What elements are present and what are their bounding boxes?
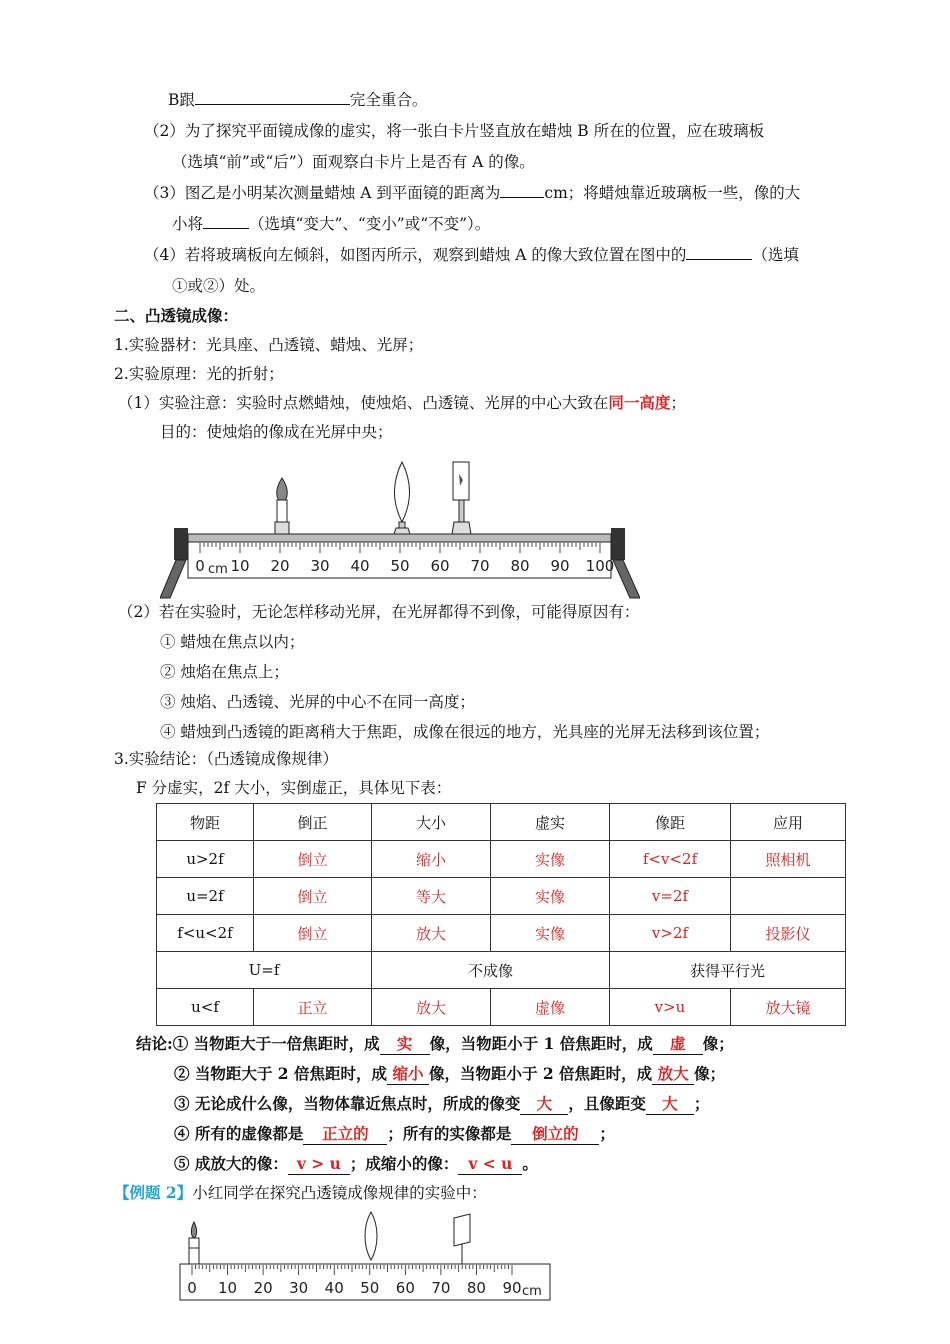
ruler-label: 30	[289, 1279, 309, 1297]
ruler-label: 60	[430, 557, 450, 575]
ruler-unit: cm	[522, 1284, 542, 1299]
header-cell: 虚实	[491, 804, 610, 841]
answer-blank: 正立的	[303, 1124, 387, 1145]
table-cell: 等大	[372, 878, 491, 915]
right-leg	[613, 560, 640, 598]
table-cell: v>2f	[610, 915, 731, 952]
candle	[189, 1222, 199, 1264]
purpose-line: 目的：使烛焰的像成在光屏中央；	[160, 423, 393, 441]
left-stand-block	[174, 528, 188, 560]
ruler-label: 90	[502, 1279, 522, 1297]
table-cell: u<f	[157, 989, 254, 1026]
answer-blank: v > u	[288, 1154, 350, 1175]
example-bench-diagram	[176, 1208, 556, 1308]
q-line-3: （选填“前”或“后”）面观察白卡片上是否有 A 的像。	[172, 153, 535, 171]
q-line-5: 小将 （选填“变大”、“变小”或“不变”）。	[172, 215, 491, 233]
table-cell: 实像	[491, 841, 610, 878]
ruler-label: 30	[310, 557, 330, 575]
ruler-label: 20	[253, 1279, 273, 1297]
blank-3[interactable]	[203, 214, 249, 229]
table-cell: 虚像	[491, 989, 610, 1026]
table-row	[157, 989, 846, 1026]
ruler-label: 10	[230, 557, 250, 575]
ruler-label: 70	[431, 1279, 451, 1297]
table-cell: 放大	[372, 989, 491, 1026]
item-principle: 2.实验原理：光的折射；	[114, 365, 284, 383]
table-cell: 不成像	[372, 952, 610, 989]
table-cell: 放大镜	[731, 989, 846, 1026]
candle	[275, 478, 289, 534]
header-cell: 物距	[157, 804, 254, 841]
table-cell: 倒立	[254, 915, 372, 952]
ruler-label: 80	[510, 557, 530, 575]
key-phrase: 同一高度	[608, 393, 671, 412]
ruler-label: 70	[470, 557, 490, 575]
conclusion-4: ④ 所有的虚像都是 正立的 ；所有的实像都是 倒立的 ；	[174, 1124, 615, 1143]
answer-blank: 大	[646, 1094, 694, 1115]
table-cell: 倒立	[254, 878, 372, 915]
header-cell: 像距	[610, 804, 731, 841]
example-2-heading: 【例题 2】小红同学在探究凸透镜成像规律的实验中：	[114, 1183, 487, 1202]
right-stand-block	[611, 528, 625, 560]
table-cell: U=f	[157, 952, 372, 989]
left-leg	[160, 560, 186, 598]
convex-lens	[365, 1212, 377, 1260]
summary-line: F 分虚实，2f 大小，实倒虚正，具体见下表：	[136, 779, 452, 797]
ruler-label: 60	[395, 1279, 415, 1297]
table-cell: 缩小	[372, 841, 491, 878]
ruler-label: 10	[218, 1279, 238, 1297]
answer-blank: 实	[380, 1034, 430, 1055]
ruler-label: 90	[550, 557, 570, 575]
ruler-label: 0	[187, 1279, 197, 1297]
table-cell	[731, 878, 846, 915]
blank-1[interactable]	[195, 90, 350, 105]
q-line-7: ①或②）处。	[172, 277, 266, 295]
item-conclusion: 3.实验结论：（凸透镜成像规律）	[114, 750, 339, 768]
rail-top	[188, 534, 611, 542]
answer-blank: 缩小	[387, 1064, 429, 1085]
reason-2: ② 烛焰在焦点上；	[160, 663, 289, 681]
table-header-row	[157, 804, 846, 841]
q-line-4: （3）图乙是小明某次测量蜡烛 A 到平面镜的距离为 cm；将蜡烛靠近玻璃板一些，像的大	[144, 184, 801, 202]
table-cell: 投影仪	[731, 915, 846, 952]
table-cell: 获得平行光	[610, 952, 846, 989]
item-apparatus: 1.实验器材：光具座、凸透镜、蜡烛、光屏；	[114, 336, 424, 354]
answer-blank: 虚	[653, 1034, 703, 1055]
table-cell: f<u<2f	[157, 915, 254, 952]
table-cell: 实像	[491, 915, 610, 952]
table-cell: v=2f	[610, 878, 731, 915]
table-cell: 照相机	[731, 841, 846, 878]
lens-rules-table	[156, 803, 846, 1026]
conclusion-1: 结论:① 当物距大于一倍焦距时，成 实 像，当物距小于 1 倍焦距时，成 虚 像；	[136, 1034, 734, 1053]
table-row	[157, 915, 846, 952]
table-row	[157, 878, 846, 915]
light-screen	[452, 462, 471, 534]
table-cell: f<v<2f	[610, 841, 731, 878]
table-cell: 实像	[491, 878, 610, 915]
ruler-label: 40	[324, 1279, 344, 1297]
table-cell: u=2f	[157, 878, 254, 915]
header-cell: 大小	[372, 804, 491, 841]
reason-3: ③ 烛焰、凸透镜、光屏的中心不在同一高度；	[160, 693, 475, 711]
question-2: （2）若在实验时，无论怎样移动光屏，在光屏都得不到像，可能得原因有：	[118, 603, 640, 621]
optical-bench-diagram	[160, 452, 640, 602]
note-1: （1）实验注意：实验时点燃蜡烛，使烛焰、凸透镜、光屏的中心大致在同一高度；	[118, 393, 686, 412]
conclusion-5: ⑤ 成放大的像： v > u ；成缩小的像： v < u 。	[174, 1154, 538, 1173]
table-row	[157, 952, 846, 989]
blank-4[interactable]	[686, 245, 752, 260]
table-cell: u>2f	[157, 841, 254, 878]
table-cell: v>u	[610, 989, 731, 1026]
ruler-label: 100	[585, 557, 615, 575]
q-line-6: （4）若将玻璃板向左倾斜，如图丙所示，观察到蜡烛 A 的像大致位置在图中的 （选填	[144, 246, 799, 264]
header-cell: 应用	[731, 804, 846, 841]
q-line-1: B跟 完全重合。	[168, 91, 428, 109]
q-line-2: （2）为了探究平面镜成像的虚实，将一张白卡片竖直放在蜡烛 B 所在的位置，应在玻璃板	[144, 122, 765, 140]
table-cell: 倒立	[254, 841, 372, 878]
ruler-label: 0	[195, 557, 205, 575]
conclusion-3: ③ 无论成什么像，当物体靠近焦点时，所成的像变 大 ，且像距变 大 ；	[174, 1094, 710, 1113]
answer-blank: v < u	[458, 1154, 522, 1175]
answer-blank: 倒立的	[511, 1124, 599, 1145]
ruler-label: 50	[360, 1279, 380, 1297]
answer-blank: 大	[520, 1094, 568, 1115]
table-cell: 放大	[372, 915, 491, 952]
conclusion-2: ② 当物距大于 2 倍焦距时，成 缩小 像，当物距小于 2 倍焦距时，成 放大 像；	[174, 1064, 726, 1083]
blank-2[interactable]	[500, 183, 544, 198]
light-screen	[454, 1214, 470, 1264]
ruler-label: 20	[270, 557, 290, 575]
ruler-label: 80	[466, 1279, 486, 1297]
convex-lens	[394, 462, 410, 534]
table-row	[157, 841, 846, 878]
reason-4: ④ 蜡烛到凸透镜的距离稍大于焦距，成像在很远的地方，光具座的光屏无法移到该位置；	[160, 723, 770, 741]
ruler-unit: cm	[208, 562, 228, 577]
header-cell: 倒正	[254, 804, 372, 841]
ruler-label: 50	[390, 557, 410, 575]
reason-1: ① 蜡烛在焦点以内；	[160, 633, 305, 651]
ruler-label: 40	[350, 557, 370, 575]
example-tag: 【例题 2】	[114, 1183, 193, 1202]
answer-blank: 放大	[652, 1064, 694, 1085]
table-cell: 正立	[254, 989, 372, 1026]
section-title: 二、凸透镜成像：	[114, 306, 239, 325]
